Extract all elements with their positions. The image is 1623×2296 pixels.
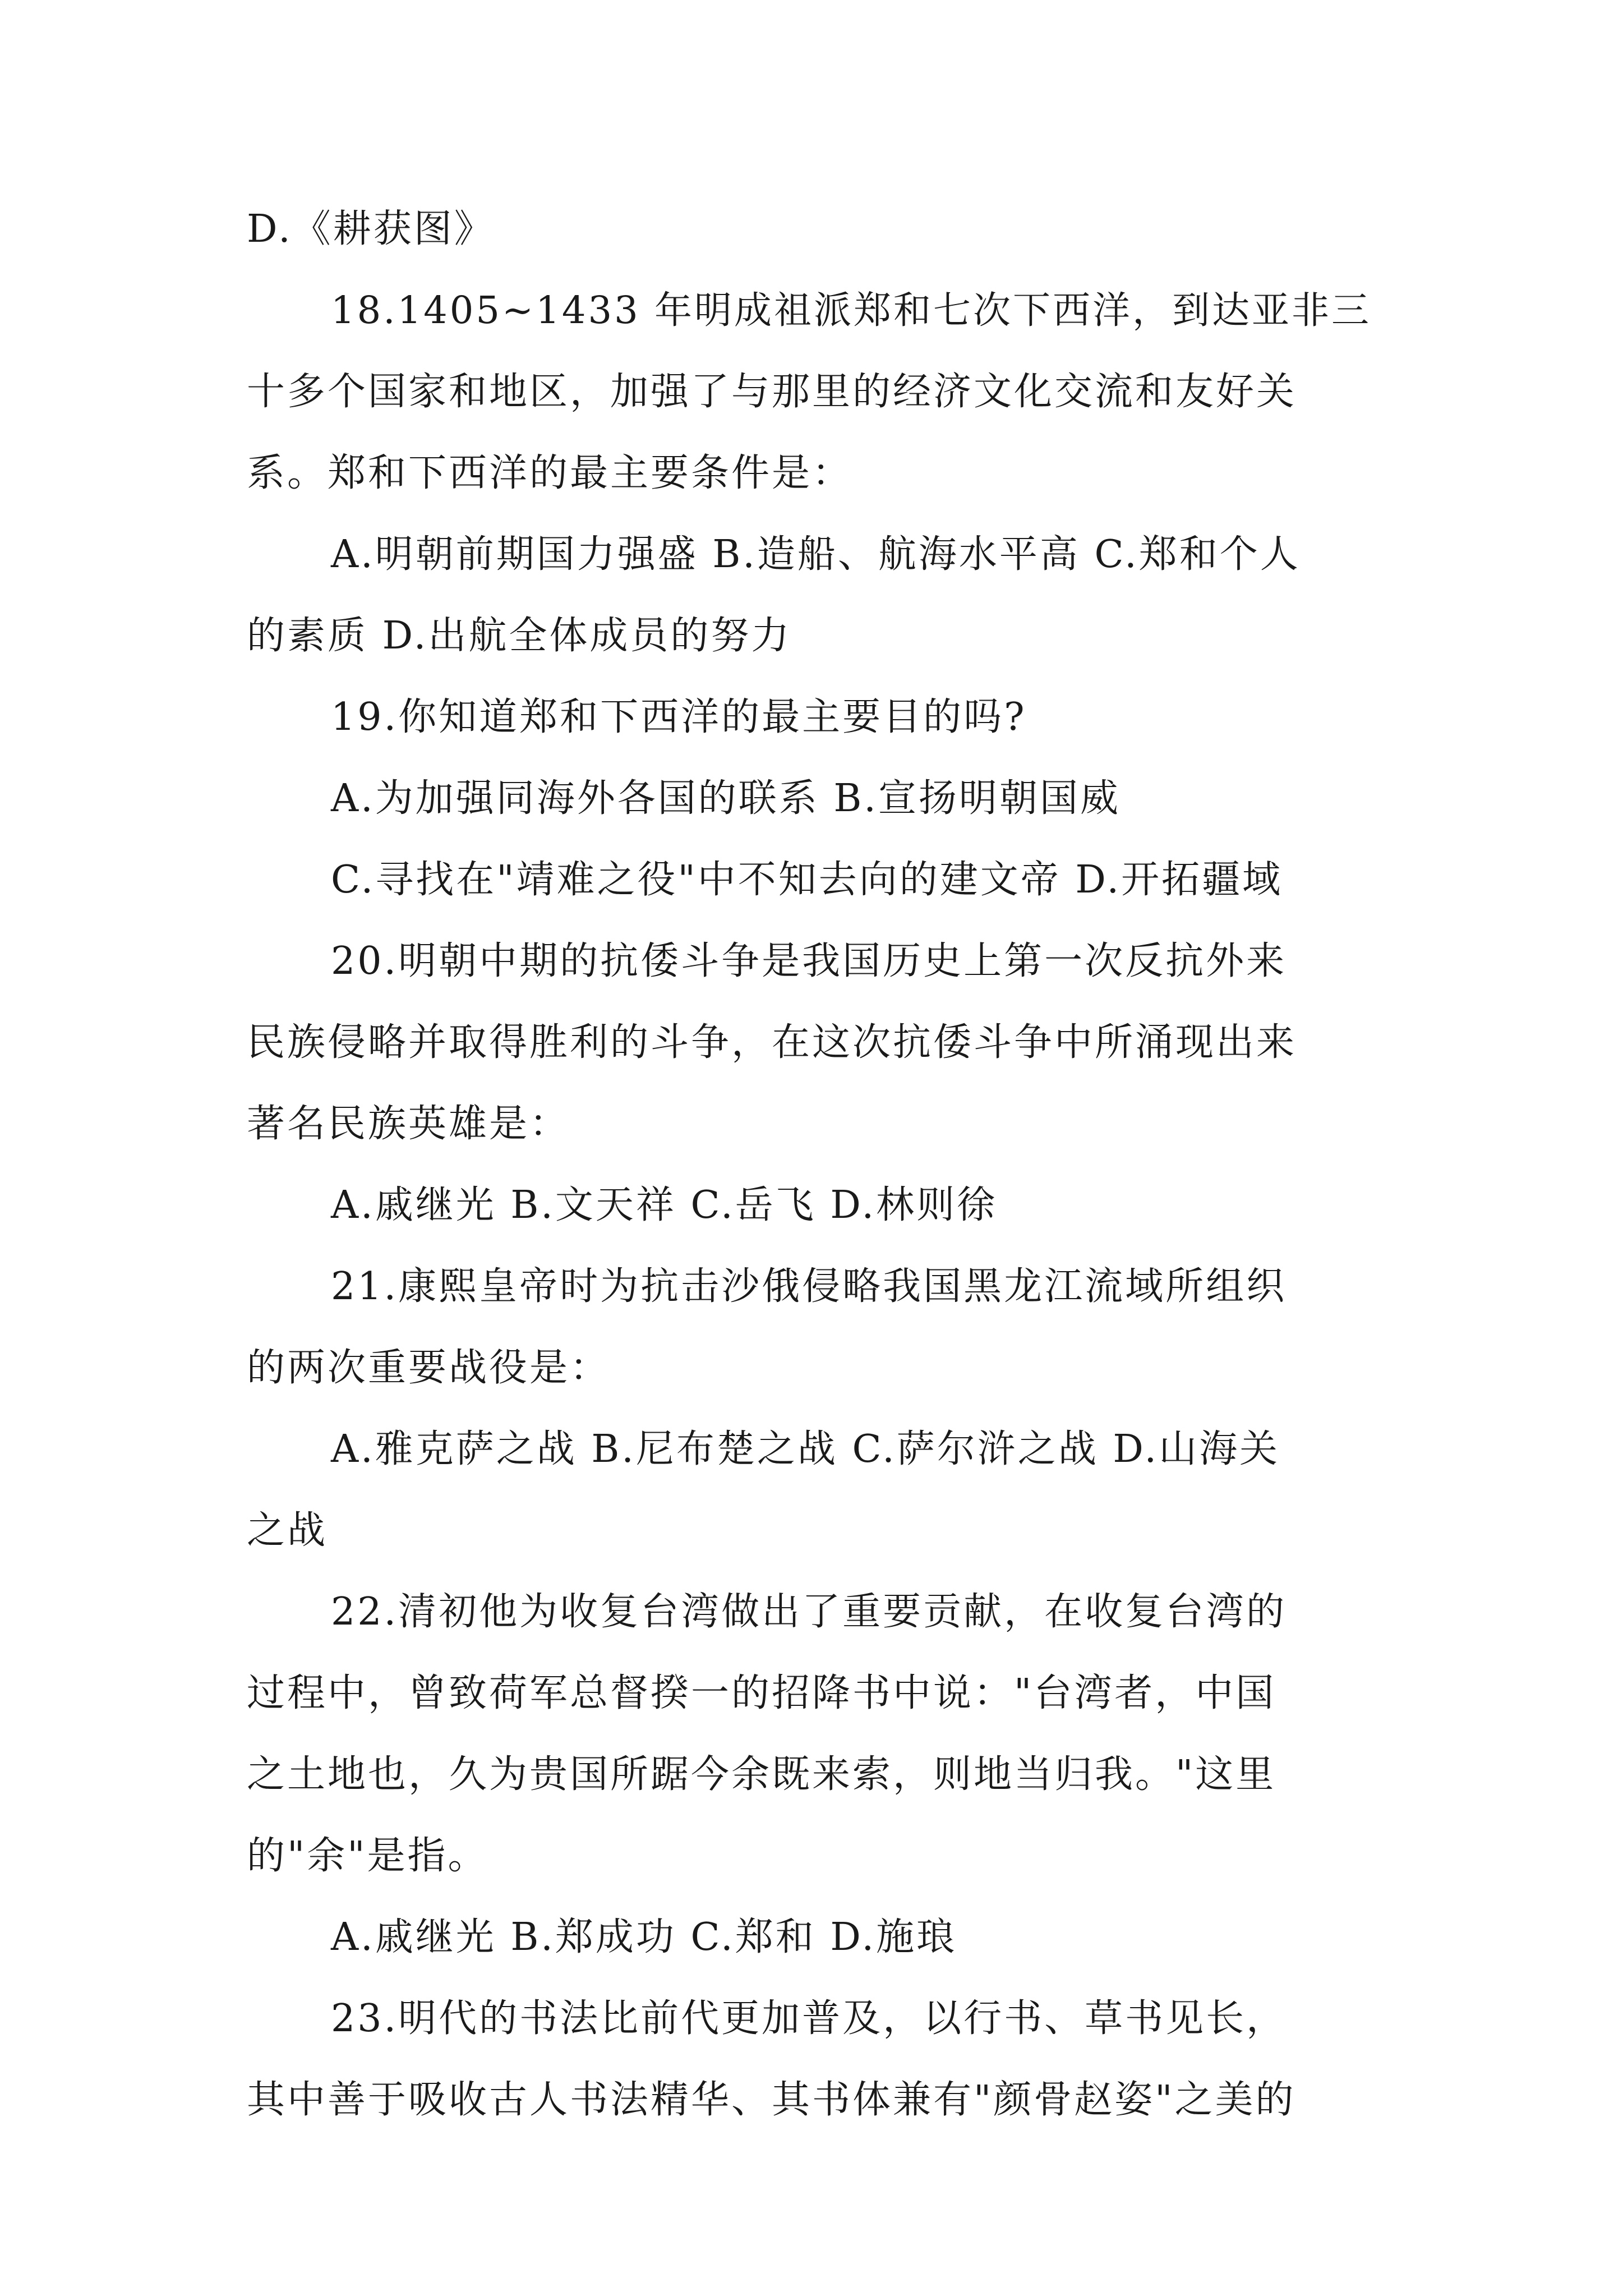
- text-line: D.《耕获图》: [247, 207, 495, 251]
- question-21-line: 21.康熙皇帝时为抗击沙俄侵略我国黑龙江流域所组织: [331, 1264, 1287, 1309]
- text-line: 系。郑和下西洋的最主要条件是：: [247, 451, 853, 495]
- text-line: 之土地也，久为贵国所踞今余既来索，则地当归我。"这里: [247, 1752, 1276, 1797]
- options-line: A.明朝前期国力强盛 B.造船、航海水平高 C.郑和个人: [331, 532, 1301, 577]
- text-line: 的素质 D.出航全体成员的努力: [247, 614, 792, 658]
- text-line: 之战: [247, 1508, 328, 1553]
- question-20-line: 20.明朝中期的抗倭斗争是我国历史上第一次反抗外来: [331, 939, 1287, 983]
- question-23-line: 23.明代的书法比前代更加普及，以行书、草书见长，: [331, 1996, 1287, 2041]
- options-line: A.雅克萨之战 B.尼布楚之战 C.萨尔浒之战 D.山海关: [331, 1427, 1280, 1471]
- question-19-line: 19.你知道郑和下西洋的最主要目的吗?: [331, 695, 1027, 739]
- options-line: C.寻找在"靖难之役"中不知去向的建文帝 D.开拓疆域: [331, 858, 1283, 902]
- options-line: A.戚继光 B.郑成功 C.郑和 D.施琅: [331, 1915, 957, 1959]
- text-line: 其中善于吸收古人书法精华、其书体兼有"颜骨赵姿"之美的: [247, 2078, 1296, 2122]
- text-line: 的两次重要战役是：: [247, 1346, 611, 1390]
- question-22-line: 22.清初他为收复台湾做出了重要贡献，在收复台湾的: [331, 1590, 1287, 1634]
- question-18-line: 18.1405~1433 年明成祖派郑和七次下西洋，到达亚非三: [331, 288, 1372, 332]
- text-line: 民族侵略并取得胜利的斗争，在这次抗倭斗争中所涌现出来: [247, 1020, 1297, 1065]
- text-line: 十多个国家和地区，加强了与那里的经济文化交流和友好关: [247, 370, 1297, 414]
- text-line: 著名民族英雄是：: [247, 1102, 570, 1146]
- text-line: 过程中，曾致荷军总督揆一的招降书中说："台湾者，中国: [247, 1671, 1276, 1715]
- options-line: A.为加强同海外各国的联系 B.宣扬明朝国威: [331, 776, 1121, 821]
- options-line: A.戚继光 B.文天祥 C.岳飞 D.林则徐: [331, 1183, 998, 1227]
- text-line: 的"余"是指。: [247, 1834, 488, 1878]
